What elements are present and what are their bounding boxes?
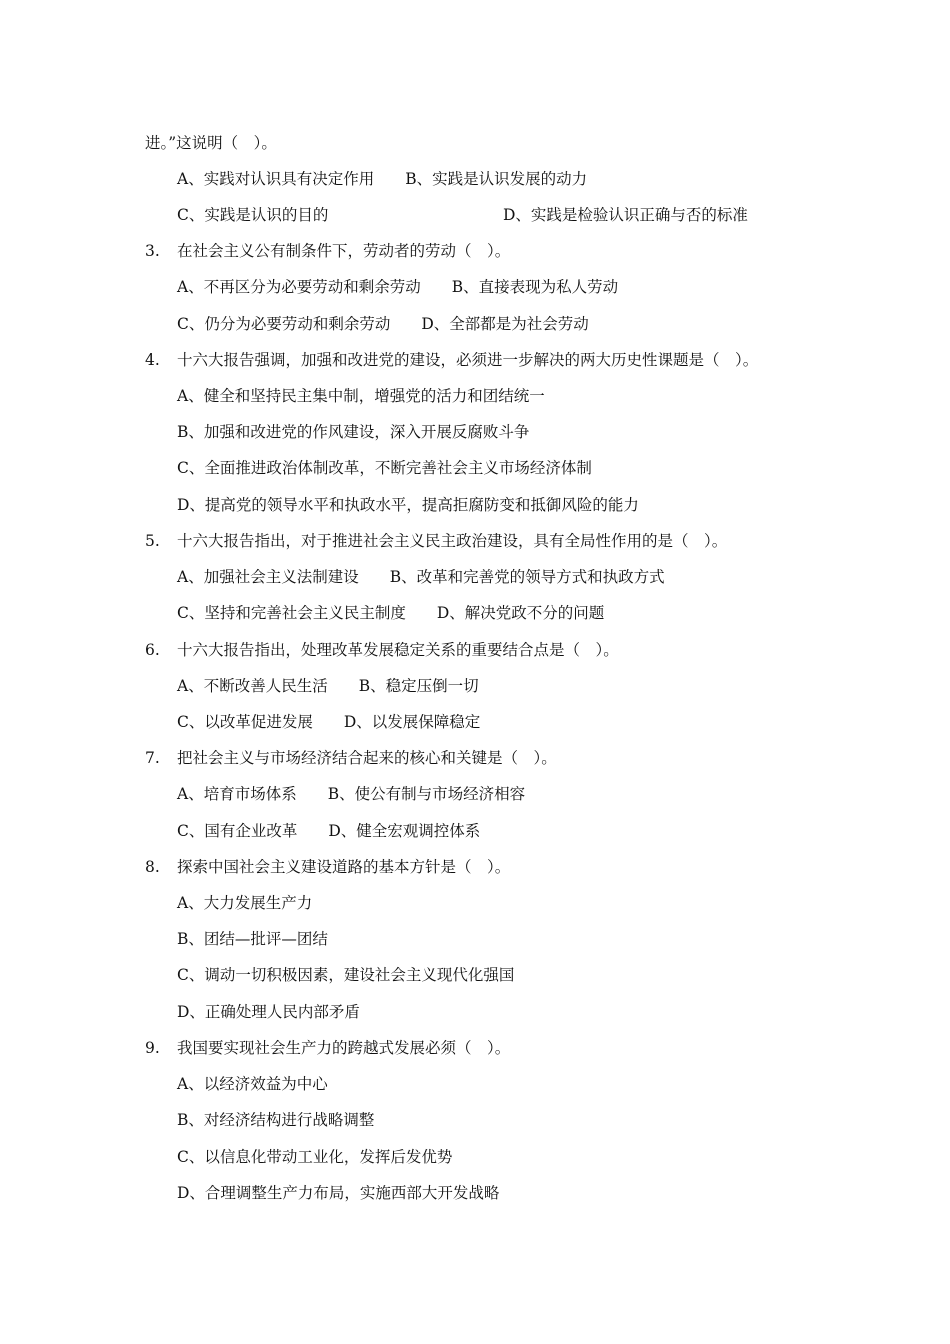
question-9-option-b: B、对经济结构进行战略调整	[177, 1111, 375, 1129]
question-5-options-ab: A、加强社会主义法制建设 B、改革和完善党的领导方式和执政方式	[177, 568, 665, 586]
question-6-options-ab: A、不断改善人民生活 B、稳定压倒一切	[177, 677, 479, 695]
question-7-stem: 把社会主义与市场经济结合起来的核心和关键是（ ）。	[177, 749, 557, 767]
question-5-number: 5.	[145, 532, 160, 550]
question-3-options-ab: A、不再区分为必要劳动和剩余劳动 B、直接表现为私人劳动	[177, 278, 619, 296]
question-9-stem: 我国要实现社会生产力的跨越式发展必须（ ）。	[177, 1039, 511, 1057]
question-5-stem: 十六大报告指出，对于推进社会主义民主政治建设，具有全局性作用的是（ ）。	[177, 532, 728, 550]
question-9-option-a: A、以经济效益为中心	[177, 1075, 328, 1093]
question-2-options-ab: A、实践对认识具有决定作用 B、实践是认识发展的动力	[177, 170, 588, 188]
question-8-option-c: C、调动一切积极因素，建设社会主义现代化强国	[177, 966, 515, 984]
question-9-option-c: C、以信息化带动工业化，发挥后发优势	[177, 1148, 453, 1166]
question-4-number: 4.	[145, 351, 160, 369]
question-4-option-b: B、加强和改进党的作风建设，深入开展反腐败斗争	[177, 423, 530, 441]
question-6-number: 6.	[145, 641, 160, 659]
question-7-number: 7.	[145, 749, 160, 767]
question-9-number: 9.	[145, 1039, 160, 1057]
question-8-stem: 探索中国社会主义建设道路的基本方针是（ ）。	[177, 858, 511, 876]
question-6-stem: 十六大报告指出，处理改革发展稳定关系的重要结合点是（ ）。	[177, 641, 619, 659]
question-7-options-cd: C、国有企业改革 D、健全宏观调控体系	[177, 822, 481, 840]
question-8-option-a: A、大力发展生产力	[177, 894, 313, 912]
question-2-stem-tail: 进。”这说明（ ）。	[145, 134, 277, 152]
question-5-options-cd: C、坚持和完善社会主义民主制度 D、解决党政不分的问题	[177, 604, 605, 622]
question-7-options-ab: A、培育市场体系 B、使公有制与市场经济相容	[177, 785, 526, 803]
question-8-option-b: B、团结—批评—团结	[177, 930, 328, 948]
question-2-option-d: D、实践是检验认识正确与否的标准	[503, 206, 748, 224]
question-4-option-d: D、提高党的领导水平和执政水平，提高拒腐防变和抵御风险的能力	[177, 496, 639, 514]
question-8-option-d: D、正确处理人民内部矛盾	[177, 1003, 360, 1021]
question-8-number: 8.	[145, 858, 160, 876]
question-4-option-a: A、健全和坚持民主集中制，增强党的活力和团结统一	[177, 387, 545, 405]
question-4-stem: 十六大报告强调，加强和改进党的建设，必须进一步解决的两大历史性课题是（ ）。	[177, 351, 759, 369]
question-9-option-d: D、合理调整生产力布局，实施西部大开发战略	[177, 1184, 500, 1202]
question-2-option-c: C、实践是认识的目的	[177, 206, 329, 224]
question-3-number: 3.	[145, 242, 160, 260]
question-3-stem: 在社会主义公有制条件下，劳动者的劳动（ ）。	[177, 242, 511, 260]
question-4-option-c: C、全面推进政治体制改革，不断完善社会主义市场经济体制	[177, 459, 592, 477]
question-3-options-cd: C、仍分为必要劳动和剩余劳动 D、全部都是为社会劳动	[177, 315, 589, 333]
question-6-options-cd: C、以改革促进发展 D、以发展保障稳定	[177, 713, 481, 731]
